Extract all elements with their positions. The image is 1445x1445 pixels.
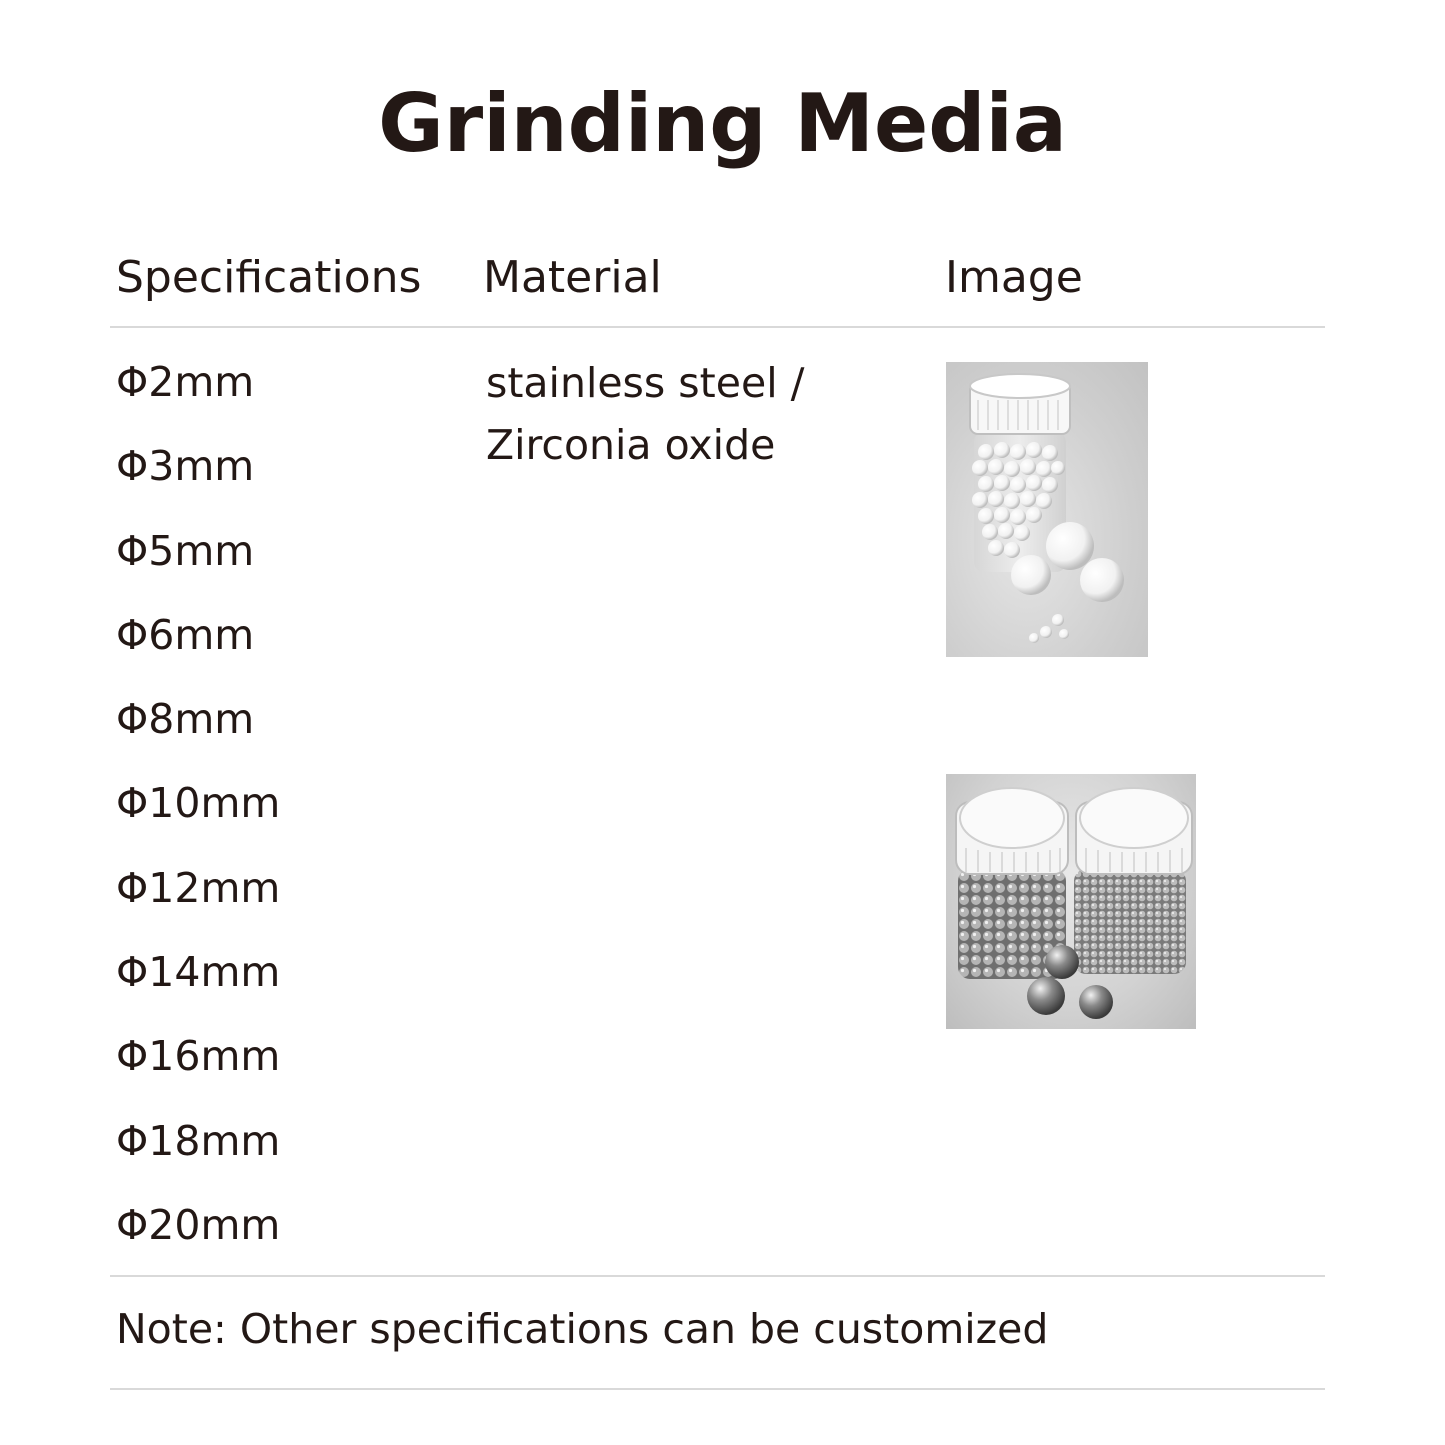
spec-item: Φ6mm [116,610,255,659]
zirconia-jar-illustration [946,362,1148,657]
spec-item: Φ20mm [116,1200,281,1249]
material-text [486,352,804,476]
header-specifications: Specifications [116,252,422,303]
table-bottom-divider [110,1275,1325,1277]
spec-item: Φ8mm [116,695,255,744]
note-text: Note: Other specifications can be customized [116,1305,1049,1353]
steel-balls-photo [946,774,1196,1029]
spec-item: Φ12mm [116,863,281,912]
header-divider [110,326,1325,328]
page-title: Grinding Media [378,77,1067,170]
header-image: Image [945,252,1083,303]
specifications-list [116,354,280,1281]
material-line-1: stainless steel / [486,359,805,407]
spec-item: Φ5mm [116,526,255,575]
zirconia-beads-photo [946,362,1148,657]
spec-item: Φ2mm [116,358,255,406]
spec-item: Φ14mm [116,948,281,997]
spec-item: Φ16mm [116,1032,281,1081]
steel-jars-illustration [946,774,1196,1029]
note-bottom-divider [110,1388,1325,1390]
spec-item: Φ10mm [116,779,281,828]
header-material: Material [483,252,662,303]
material-line-2: Zirconia oxide [486,421,776,469]
spec-item: Φ18mm [116,1116,281,1165]
spec-item: Φ3mm [116,442,255,491]
